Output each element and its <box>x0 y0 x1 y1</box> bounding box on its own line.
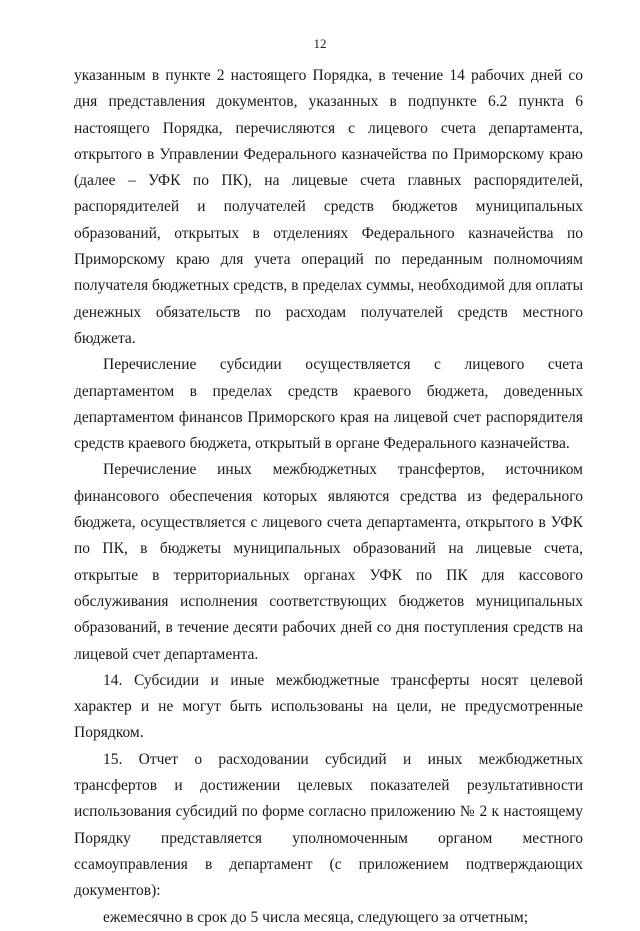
paragraph-item-14: 14. Субсидии и иные межбюджетные трансферты носят целевой характер и не могут быть использованы на цели, не предусмотренные Порядком. <box>74 671 583 742</box>
page-number: 12 <box>313 36 327 51</box>
paragraph-payment-transfer: указанным в пункте 2 настоящего Порядка, в течение 14 рабочих дней со дня представления документов, указанных в подпункте 6.2 пункта 6 настоящего Порядка, перечисляются с лицевого счета департамента, открытого в Управлении Федерального казначейства по Приморскому краю (далее – УФК по ПК), на лицевые счета главных распорядителей, распорядителей и получателей средств бюджетов муниципальных образований, открытых в отделениях Федерального казначейства по Приморскому краю для учета операций по переданным полномочиям получателя бюджетных средств, в пределах суммы, необходимой для оплаты денежных обязательств по расходам получателей средств местного бюджета. <box>74 67 583 347</box>
paragraph-interbudget-transfer: Перечисление иных межбюджетных трансфертов, источником финансового обеспечения которых являются средства из федерального бюджета, осуществляется с лицевого счета департамента, открытого в УФК по ПК, в бюджеты муниципальных образований на лицевые счета, открытые в территориальных органах УФК по ПК для кассового обслуживания исполнения соответствующих бюджетов муниципальных образований, в течение десяти рабочих дней со дня поступления средств на лицевой счет департамента. <box>74 461 583 663</box>
paragraph-subsidy-transfer: Перечисление субсидии осуществляется с лицевого счета департаментом в пределах средств краевого бюджета, доведенных департаментом финансов Приморского края на лицевой счет распорядителя средств краевого бюджета, открытый в органе Федерального казначейства. <box>74 356 583 453</box>
paragraph-monthly-deadline: ежемесячно в срок до 5 числа месяца, следующего за отчетным; <box>103 908 529 926</box>
document-body <box>74 63 583 931</box>
paragraph-item-15: 15. Отчет о расходовании субсидий и иных межбюджетных трансфертов и достижении целевых показателей результативности использования субсидий по форме согласно приложению № 2 к настоящему Порядку представляется уполномоченным органом местного ссамоуправления в департамент (с приложением подтверждающих документов): <box>74 750 583 900</box>
